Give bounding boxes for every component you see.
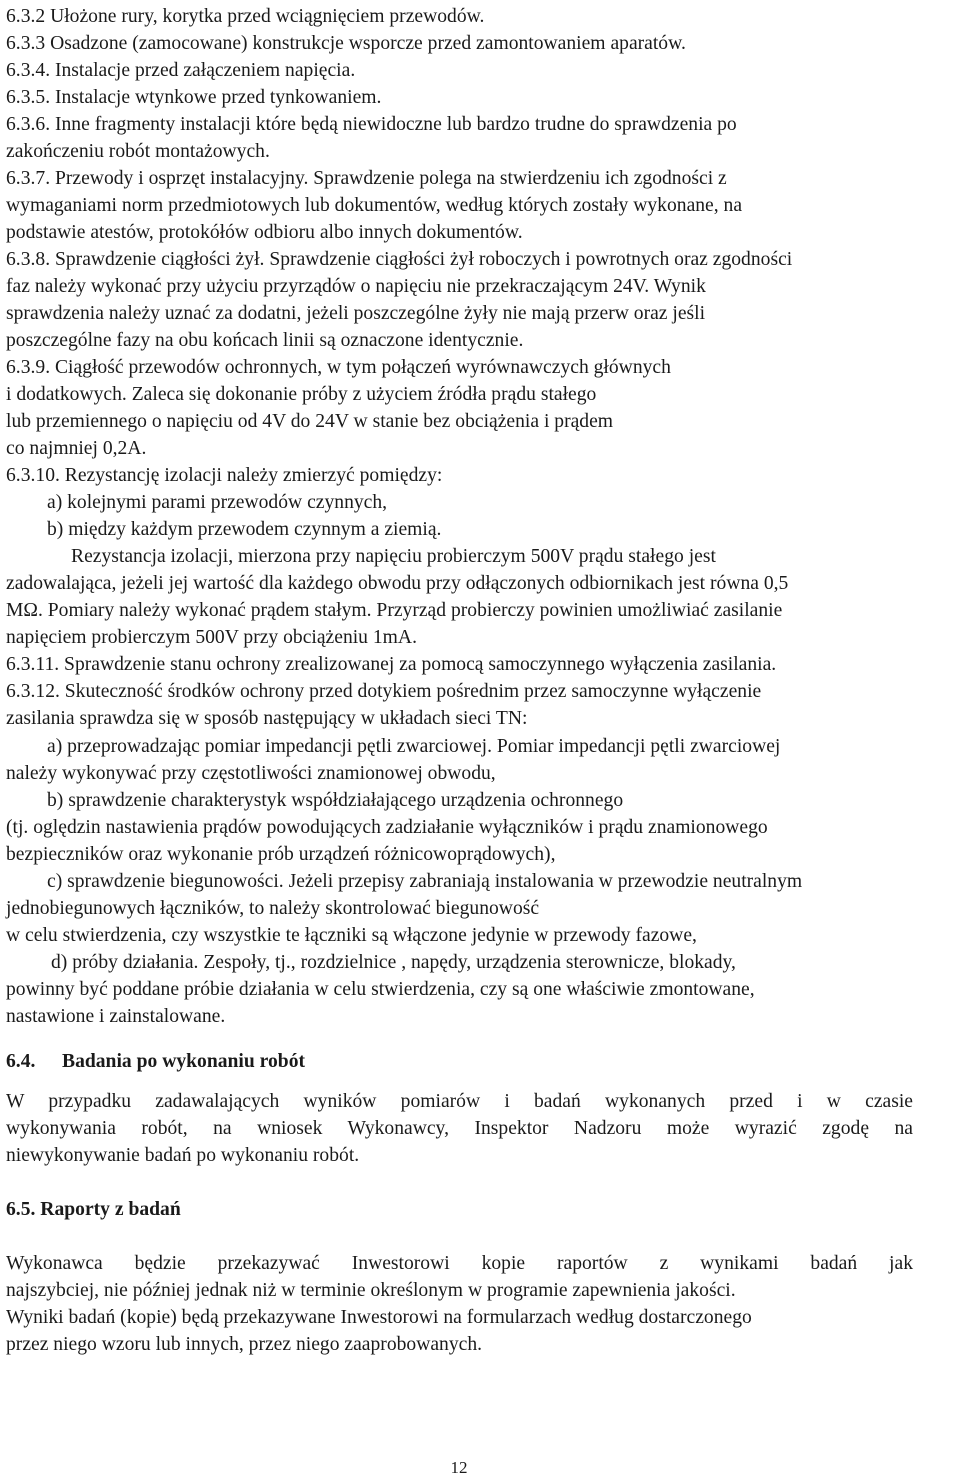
- text-line: 6.3.2 Ułożone rury, korytka przed wciągnięciem przewodów.: [6, 6, 485, 27]
- text-line: 6.3.3 Osadzone (zamocowane) konstrukcje wsporcze przed zamontowaniem aparatów.: [6, 33, 686, 54]
- text-line: napięciem probierczym 500V przy obciążeniu 1mA.: [6, 627, 417, 648]
- section-heading: [6, 1048, 305, 1075]
- list-item: b) między każdym przewodem czynnym a ziemią.: [47, 519, 442, 540]
- text-line: faz należy wykonać przy użyciu przyrządów o napięciu nie przekraczającym 24V. Wynik: [6, 276, 706, 297]
- paragraph-line: Wykonawca będzie przekazywać Inwestorowi kopie raportów z wynikami badań jak: [6, 1253, 913, 1274]
- text-line: zadowalająca, jeżeli jej wartość dla każdego obwodu przy odłączonych odbiornikach jest równa 0,5: [6, 573, 789, 594]
- text-line: poszczególne fazy na obu końcach linii są oznaczone identycznie.: [6, 330, 524, 351]
- paragraph-line: Wyniki badań (kopie) będą przekazywane Inwestorowi na formularzach według dostarczonego: [6, 1307, 752, 1328]
- text-line: należy wykonywać przy częstotliwości znamionowej obwodu,: [6, 763, 496, 784]
- text-line: 6.3.6. Inne fragmenty instalacji które będą niewidoczne lub bardzo trudne do sprawdzenia po: [6, 114, 737, 135]
- section-number: 6.5.: [6, 1199, 36, 1220]
- text-line: bezpieczników oraz wykonanie prób urządzeń różnicowoprądowych),: [6, 844, 556, 865]
- text-line: jednobiegunowych łączników, to należy skontrolować biegunowość: [6, 898, 540, 919]
- text-line: 6.3.11. Sprawdzenie stanu ochrony zrealizowanej za pomocą samoczynnego wyłączenia zasilania.: [6, 654, 777, 675]
- list-item: a) kolejnymi parami przewodów czynnych,: [47, 492, 388, 513]
- text-line: 6.3.4. Instalacje przed załączeniem napięcia.: [6, 60, 356, 81]
- text-line: lub przemiennego o napięciu od 4V do 24V w stanie bez obciążenia i prądem: [6, 411, 614, 432]
- text-line: 6.3.9. Ciągłość przewodów ochronnych, w tym połączeń wyrównawczych głównych: [6, 357, 671, 378]
- text-line: i dodatkowych. Zaleca się dokonanie próby z użyciem źródła prądu stałego: [6, 384, 597, 405]
- paragraph-line: W przypadku zadawalających wyników pomiarów i badań wykonanych przed i w czasie: [6, 1091, 913, 1112]
- text-line: powinny być poddane próbie działania w celu stwierdzenia, czy są one właściwie zmontowane,: [6, 979, 755, 1000]
- section-title: Raporty z badań: [40, 1199, 181, 1220]
- text-line: zakończeniu robót montażowych.: [6, 141, 270, 162]
- text-line: nastawione i zainstalowane.: [6, 1006, 226, 1027]
- text-line: MΩ. Pomiary należy wykonać prądem stałym. Przyrząd probierczy powinien umożliwiać zasilanie: [6, 600, 783, 621]
- text-line: wymaganiami norm przedmiotowych lub dokumentów, według których zostały wykonane, na: [6, 195, 743, 216]
- page-number: 12: [450, 1458, 468, 1477]
- list-item: b) sprawdzenie charakterystyk współdziałającego urządzenia ochronnego: [47, 790, 624, 811]
- text-line: zasilania sprawdza się w sposób następujący w układach sieci TN:: [6, 708, 528, 729]
- paragraph-line: przez niego wzoru lub innych, przez niego zaaprobowanych.: [6, 1334, 483, 1355]
- text-line: 6.3.10. Rezystancję izolacji należy zmierzyć pomiędzy:: [6, 465, 443, 486]
- section-number: 6.4.: [6, 1051, 36, 1072]
- text-line: Rezystancja izolacji, mierzona przy napięciu probierczym 500V prądu stałego jest: [71, 546, 716, 567]
- text-line: 6.3.5. Instalacje wtynkowe przed tynkowaniem.: [6, 87, 382, 108]
- section-heading: [6, 1196, 181, 1223]
- list-item: d) próby działania. Zespoły, tj., rozdzielnice , napędy, urządzenia sterownicze, blokady,: [51, 952, 736, 973]
- paragraph-line: najszybciej, nie później jednak niż w terminie określonym w programie zapewnienia jakości.: [6, 1280, 736, 1301]
- text-line: 6.3.12. Skuteczność środków ochrony przed dotykiem pośrednim przez samoczynne wyłączenie: [6, 681, 762, 702]
- text-line: podstawie atestów, protokółów odbioru albo innych dokumentów.: [6, 222, 523, 243]
- list-item: c) sprawdzenie biegunowości. Jeżeli przepisy zabraniają instalowania w przewodzie neutralnym: [47, 871, 803, 892]
- section-title: Badania po wykonaniu robót: [62, 1051, 306, 1072]
- text-line: co najmniej 0,2A.: [6, 438, 147, 459]
- text-line: (tj. oględzin nastawienia prądów powodujących zadziałanie wyłączników i prądu znamionowego: [6, 817, 768, 838]
- text-line: 6.3.7. Przewody i osprzęt instalacyjny. Sprawdzenie polega na stwierdzeniu ich zgodności z: [6, 168, 727, 189]
- text-line: w celu stwierdzenia, czy wszystkie te łączniki są włączone jedynie w przewody fazowe,: [6, 925, 697, 946]
- text-line: 6.3.8. Sprawdzenie ciągłości żył. Sprawdzenie ciągłości żył roboczych i powrotnych oraz zgodności: [6, 249, 793, 270]
- text-line: sprawdzenia należy uznać za dodatni, jeżeli poszczególne żyły nie mają przerw oraz jeśli: [6, 303, 706, 324]
- list-item: a) przeprowadzając pomiar impedancji pętli zwarciowej. Pomiar impedancji pętli zwarciowej: [47, 736, 781, 757]
- paragraph-line: niewykonywanie badań po wykonaniu robót.: [6, 1145, 360, 1166]
- paragraph-line: wykonywania robót, na wniosek Wykonawcy, Inspektor Nadzoru może wyrazić zgodę na: [6, 1118, 913, 1139]
